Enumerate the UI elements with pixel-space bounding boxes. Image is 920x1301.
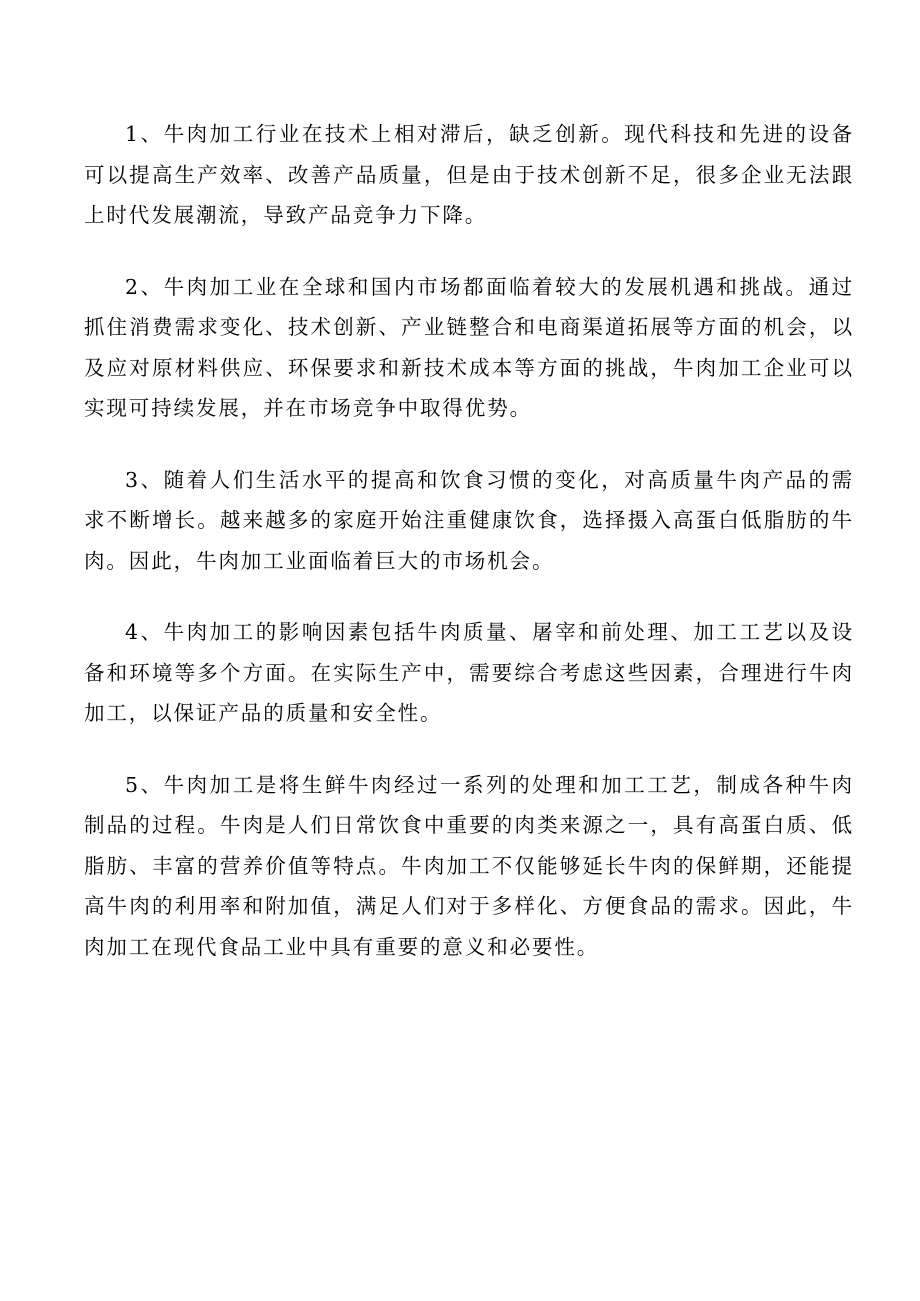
paragraph-3: 3、随着人们生活水平的提高和饮食习惯的变化，对高质量牛肉产品的需求不断增长。越来越多的家庭开始注重健康饮食，选择摄入高蛋白低脂肪的牛肉。因此，牛肉加工业面临着巨大的市场机会。 bbox=[84, 467, 854, 573]
paragraph-2: 2、牛肉加工业在全球和国内市场都面临着较大的发展机遇和挑战。通过抓住消费需求变化、技术创新、产业链整合和电商渠道拓展等方面的机会，以及应对原材料供应、环保要求和新技术成本等方面的挑战，牛肉加工企业可以实现可持续发展，并在市场竞争中取得优势。 bbox=[84, 274, 854, 420]
document-page bbox=[84, 114, 854, 998]
paragraph-5: 5、牛肉加工是将生鲜牛肉经过一系列的处理和加工工艺，制成各种牛肉制品的过程。牛肉是人们日常饮食中重要的肉类来源之一，具有高蛋白质、低脂肪、丰富的营养价值等特点。牛肉加工不仅能够延长牛肉的保鲜期，还能提高牛肉的利用率和附加值，满足人们对于多样化、方便食品的需求。因此，牛肉加工在现代食品工业中具有重要的意义和必要性。 bbox=[84, 772, 854, 959]
paragraph-1: 1、牛肉加工行业在技术上相对滞后，缺乏创新。现代科技和先进的设备可以提高生产效率、改善产品质量，但是由于技术创新不足，很多企业无法跟上时代发展潮流，导致产品竞争力下降。 bbox=[84, 122, 854, 227]
paragraph-4: 4、牛肉加工的影响因素包括牛肉质量、屠宰和前处理、加工工艺以及设备和环境等多个方面。在实际生产中，需要综合考虑这些因素，合理进行牛肉加工，以保证产品的质量和安全性。 bbox=[84, 620, 854, 725]
